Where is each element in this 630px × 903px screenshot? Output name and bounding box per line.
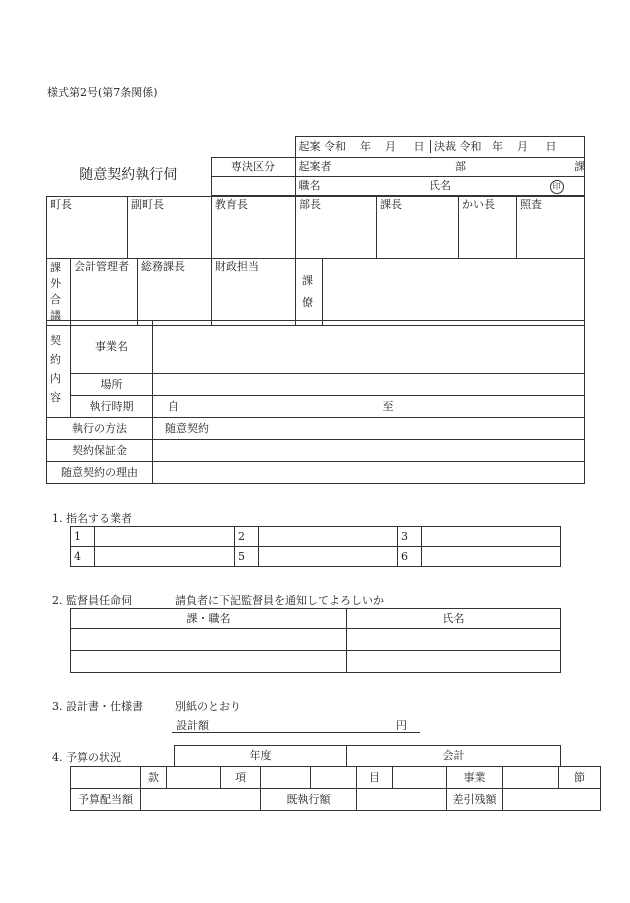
jiki-value: 自 至 <box>153 396 585 418</box>
sec3-heading: 3. 設計書・仕様書 <box>52 700 143 713</box>
hoshokin-value <box>153 440 585 462</box>
kagai-kaikei: 会計管理者 <box>71 259 138 326</box>
kishikko-label: 既執行額 <box>261 789 357 811</box>
sec2-col1: 課・職名 <box>71 609 347 629</box>
approver-buchou: 部長 <box>296 197 377 259</box>
ko-label: 項 <box>221 767 261 789</box>
kagai-zaisei: 財政担当 <box>212 259 296 326</box>
nendo-label: 年度 <box>175 746 347 767</box>
vendor-1 <box>95 527 235 547</box>
sec1-table: 1 2 3 4 5 6 <box>70 526 561 567</box>
approver-shousa: 照査 <box>517 197 585 259</box>
form-id: 様式第2号(第7条関係) <box>47 86 158 99</box>
header-table <box>46 136 585 196</box>
vendor-4 <box>95 547 235 567</box>
approver-fukuchou: 副町長 <box>128 197 212 259</box>
senketsu-label: 専決区分 <box>211 158 295 177</box>
approver-kaichou: かい長 <box>459 197 517 259</box>
setsu-label: 節 <box>559 767 601 789</box>
sec2-note: 請負者に下記監督員を通知してよろしいか <box>175 594 384 607</box>
jigyo4-label: 事業 <box>447 767 503 789</box>
contract-table <box>46 320 585 484</box>
vendor-2 <box>259 527 398 547</box>
sec4-heading: 4. 予算の状況 <box>52 751 121 764</box>
moku-label: 目 <box>357 767 393 789</box>
jiki-label: 執行時期 <box>71 396 153 418</box>
sec2-table <box>70 608 561 673</box>
kan-label: 款 <box>141 767 167 789</box>
sec3-note: 別紙のとおり <box>175 700 241 713</box>
jigyo-value <box>153 321 585 374</box>
kagai-table <box>46 258 585 326</box>
sashihiki-label: 差引残額 <box>447 789 503 811</box>
seal-icon: 印 <box>550 180 564 194</box>
sec2-heading: 2. 監督員任命伺 <box>52 594 132 607</box>
kian-kessai-row: 起案 令和 年 月 日 決裁 令和 年 月 日 <box>295 137 584 158</box>
jigyo-label: 事業名 <box>71 321 153 374</box>
method-value: 随意契約 <box>153 418 585 440</box>
approver-kyouikuchou: 教育長 <box>212 197 296 259</box>
sec1-heading: 1. 指名する業者 <box>52 512 132 525</box>
basho-label: 場所 <box>71 374 153 396</box>
haito-label: 予算配当額 <box>71 789 141 811</box>
hoshokin-label: 契約保証金 <box>47 440 153 462</box>
kagai-soumu: 総務課長 <box>138 259 212 326</box>
sec4-table <box>70 766 601 811</box>
approver-chou: 町長 <box>47 197 128 259</box>
vendor-3 <box>422 527 561 547</box>
approvers-table <box>46 196 585 259</box>
kiansha-row: 起案者 部 課 <box>295 158 584 177</box>
kagai-label: 課外合議 <box>47 259 71 326</box>
kaikei-label: 会計 <box>347 746 561 767</box>
basho-value <box>153 374 585 396</box>
contract-label: 契約内容 <box>47 321 71 418</box>
vendor-6 <box>422 547 561 567</box>
riyu-value <box>153 462 585 484</box>
karyo-label: 課僚 <box>296 259 323 326</box>
sec2-col2: 氏名 <box>347 609 561 629</box>
approver-kachou: 課長 <box>377 197 459 259</box>
shokumei-row: 職名 氏名 印 <box>295 177 584 196</box>
form-title: 随意契約執行伺 <box>79 166 178 183</box>
sekkeigaku-line: 設計額 円 <box>172 716 420 733</box>
sec4-top-table <box>174 745 561 767</box>
vendor-5 <box>259 547 398 567</box>
method-label: 執行の方法 <box>47 418 153 440</box>
riyu-label: 随意契約の理由 <box>47 462 153 484</box>
